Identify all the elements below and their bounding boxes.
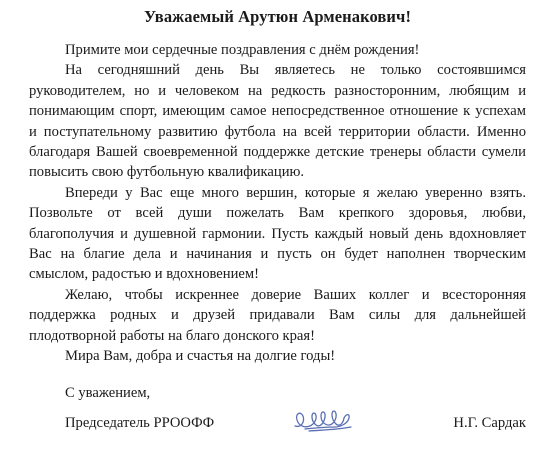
letter-greeting: Уважаемый Арутюн Арменакович! [143,7,412,26]
letter [29,6,526,437]
signer-title: Председатель РРООФФ [65,414,215,431]
handwritten-signature [291,405,357,435]
paragraph-congratulations: Примите мои сердечные поздравления с днём рождения! [65,42,420,58]
signer-name: Н.Г. Сардак [453,414,526,431]
paragraph-peace: Мира Вам, добра и счастья на долгие годы! [65,348,336,365]
letter-closing: С уважением, [65,384,151,401]
signature-row [29,411,526,437]
paragraph-achievements: На сегодняшний день Вы являетесь не только состоявшимся руководителем, но и человеком на редкость разносторонним, любящим и понимающим спорт, имеющим самое непосредственное отношение к успехам и поступательному развитию футбола на всей территории области. Именно благодаря Вашей своевременной поддержке детские тренеры области сумели повысить свою футбольную квалификацию. [29,62,526,181]
paragraph-wishes: Впереди у Вас еще много вершин, которые я желаю уверенно взять. Позвольте от всей души пожелать Вам крепкого здоровья, любви, благополучия и душевной гармонии. Пусть каждый новый день вдохновляет Вас на благие дела и начинания и пусть он будет наполнен творческим смыслом, радостью и вдохновением! [29,184,526,283]
paragraph-support: Желаю, чтобы искреннее доверие Ваших коллег и всесторонняя поддержка родных и друзей придавали Вам силы для дальнейшей плодотворной работы на благо донского края! [29,286,526,344]
